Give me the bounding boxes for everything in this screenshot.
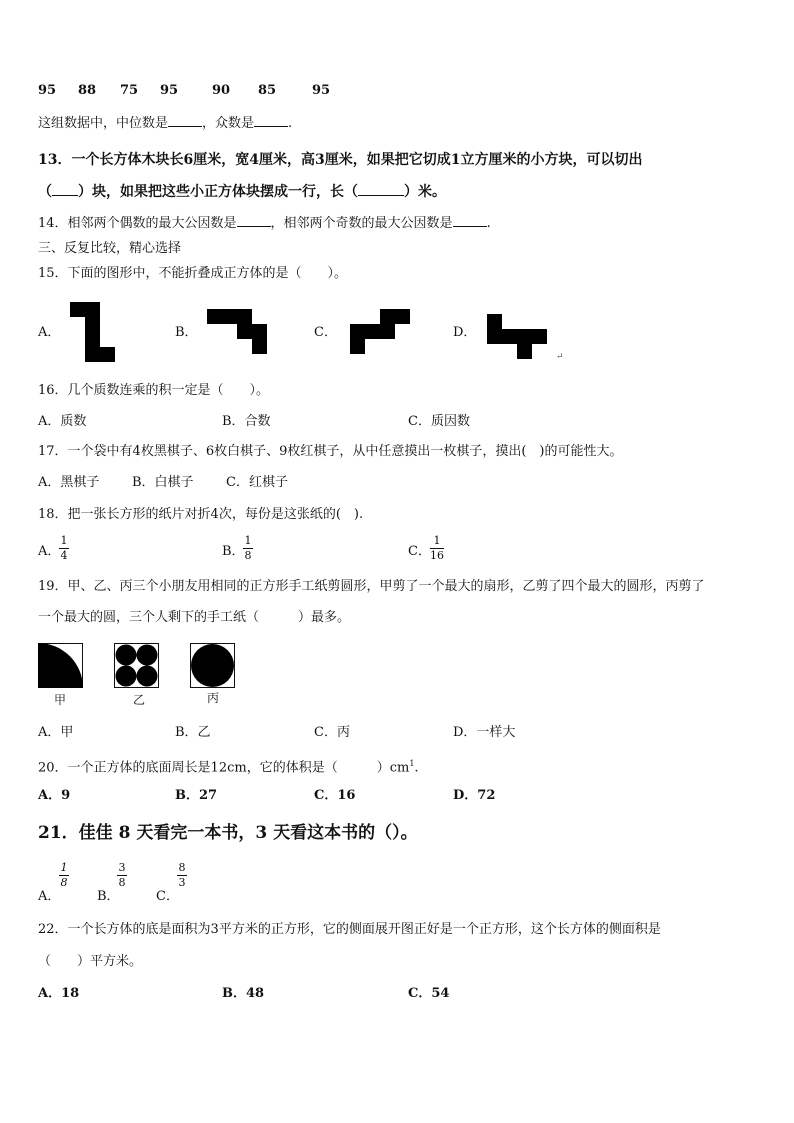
q20-option-a[interactable]: A．9: [38, 788, 71, 803]
number: 95: [312, 83, 331, 98]
q21-option-c[interactable]: C．: [156, 889, 179, 904]
q15-option-d[interactable]: D．: [453, 325, 477, 340]
return-mark-icon: ↵: [556, 352, 564, 362]
q17-option-b[interactable]: B．白棋子: [132, 475, 194, 490]
number: 88: [78, 83, 97, 98]
q16-option-a[interactable]: A．质数: [38, 414, 87, 429]
q13-line1: 13．一个长方体木块长6厘米，宽4厘米，高3厘米，如果把它切成1立方厘米的小方块，可以切出: [38, 152, 643, 168]
four-circles-figure: [114, 643, 160, 689]
q20-stem: 20．一个正方体的底面周长是12cm，它的体积是（ ）$cm^1$.: [38, 759, 419, 776]
q12-text: 这组数据中，中位数是 ，众数是 .: [38, 116, 293, 131]
answer-blank[interactable]: [358, 183, 404, 196]
number: 95: [38, 83, 57, 98]
one-circle-figure: [190, 643, 236, 689]
answer-blank[interactable]: [453, 214, 487, 227]
q18-stem: 18．把一张长方形的纸片对折4次，每份是这张纸的( ).: [38, 507, 364, 522]
q22-option-b[interactable]: B．48: [222, 986, 265, 1001]
q18-option-a[interactable]: A．: [38, 544, 61, 559]
q22-option-a[interactable]: A．18: [38, 986, 80, 1001]
q19-line2: 一个最大的圆，三个人剩下的手工纸（ ）最多。: [38, 610, 351, 625]
answer-blank[interactable]: [254, 114, 288, 127]
cube-net-b: [205, 307, 269, 355]
q15-option-b[interactable]: B．: [175, 325, 198, 340]
cube-net-a: [68, 300, 120, 364]
number: 90: [212, 83, 231, 98]
number: 95: [160, 83, 179, 98]
q19-option-d[interactable]: D．一样大: [453, 725, 516, 740]
fraction-a: 1 4: [60, 534, 68, 562]
q17-stem: 17．一个袋中有4枚黑棋子、6枚白棋子、9枚红棋子，从中任意摸出一枚棋子，摸出( )的可能性大。: [38, 444, 623, 459]
q16-option-b[interactable]: B．合数: [222, 414, 271, 429]
q15-option-c[interactable]: C．: [314, 325, 337, 340]
q21-stem: 21．佳佳 8 天看完一本书，3 天看这本书的（）。: [38, 823, 418, 843]
section-heading: 三、反复比较，精心选择: [38, 241, 182, 256]
q19-option-c[interactable]: C．丙: [314, 725, 350, 740]
q22-line2: （ ）平方米。: [38, 954, 143, 969]
q20-option-d[interactable]: D．72: [453, 788, 496, 803]
q20-option-b[interactable]: B．27: [175, 788, 218, 803]
q15-option-a[interactable]: A．: [38, 325, 61, 340]
cube-net-c: [348, 307, 412, 355]
q22-option-c[interactable]: C．54: [408, 986, 450, 1001]
q13-line2: （ ）块，如果把这些小正方体块摆成一行，长（ ）米。: [38, 184, 446, 200]
q18-option-c[interactable]: C．: [408, 544, 431, 559]
q20-option-c[interactable]: C．16: [314, 788, 356, 803]
answer-blank[interactable]: [237, 214, 271, 227]
q22-line1: 22．一个长方体的底是面积为3平方米的正方形，它的侧面展开图正好是一个正方形，这个长方体的侧面积是: [38, 922, 661, 937]
q19-option-a[interactable]: A．甲: [38, 725, 74, 740]
number: 85: [258, 83, 277, 98]
answer-blank[interactable]: [52, 183, 78, 196]
figure-label: 乙: [133, 693, 146, 707]
quarter-circle-figure: [38, 643, 84, 689]
figure-label: 甲: [54, 693, 67, 707]
q16-stem: 16．几个质数连乘的积一定是（ ）。: [38, 383, 270, 398]
q19-option-b[interactable]: B．乙: [175, 725, 211, 740]
fraction-c: 1 16: [430, 534, 444, 562]
fraction-b: 1 8: [244, 534, 252, 562]
q21-option-b[interactable]: B．: [97, 889, 120, 904]
q17-option-a[interactable]: A．黑棋子: [38, 475, 100, 490]
figure-label: 丙: [207, 691, 220, 705]
number: 75: [120, 83, 139, 98]
cube-net-d: [485, 312, 549, 360]
answer-blank[interactable]: [168, 114, 202, 127]
fraction-c: 8 3: [178, 861, 186, 889]
q21-option-a[interactable]: A．: [38, 889, 61, 904]
fraction-b: 3 8: [118, 861, 126, 889]
q17-option-c[interactable]: C．红棋子: [226, 475, 288, 490]
q14-text: 14．相邻两个偶数的最大公因数是 ，相邻两个奇数的最大公因数是 .: [38, 216, 491, 231]
data-numbers-row: [38, 82, 352, 100]
q16-option-c[interactable]: C．质因数: [408, 414, 470, 429]
q15-stem: 15．下面的图形中，不能折叠成正方体的是（ ）。: [38, 266, 348, 281]
fraction-a: 1 8: [60, 861, 68, 889]
q19-line1: 19．甲、乙、丙三个小朋友用相同的正方形手工纸剪圆形，甲剪了一个最大的扇形，乙剪了四个最大的圆形，丙剪了: [38, 579, 705, 594]
q18-option-b[interactable]: B．: [222, 544, 245, 559]
